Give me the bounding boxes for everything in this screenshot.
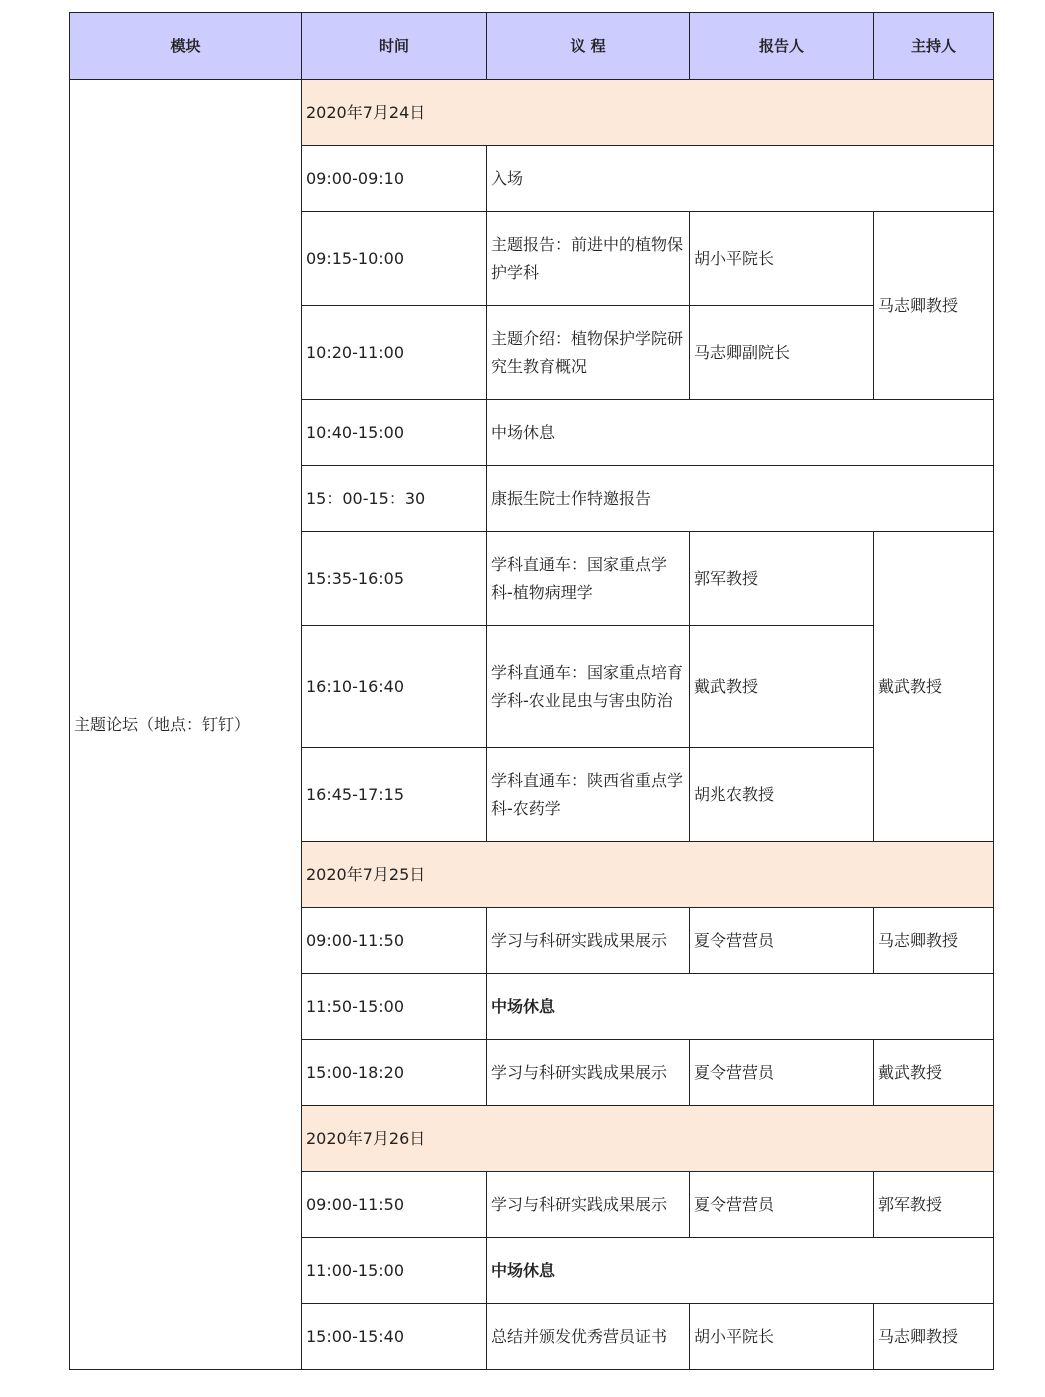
agenda-cell: 中场休息 <box>487 1238 994 1304</box>
host-cell: 戴武教授 <box>874 1040 994 1106</box>
header-host: 主持人 <box>874 13 994 80</box>
reporter-cell: 夏令营营员 <box>690 908 874 974</box>
time-cell: 15:00-18:20 <box>302 1040 487 1106</box>
module-cell: 主题论坛（地点：钉钉） <box>70 80 302 1370</box>
agenda-cell: 主题报告：前进中的植物保护学科 <box>487 212 690 306</box>
agenda-cell: 学习与科研实践成果展示 <box>487 1040 690 1106</box>
date-cell: 2020年7月25日 <box>302 842 994 908</box>
time-cell: 10:20-11:00 <box>302 306 487 400</box>
host-cell: 马志卿教授 <box>874 212 994 400</box>
time-cell: 16:45-17:15 <box>302 748 487 842</box>
header-module: 模块 <box>70 13 302 80</box>
reporter-cell: 胡小平院长 <box>690 212 874 306</box>
agenda-cell: 学科直通车：陕西省重点学科-农药学 <box>487 748 690 842</box>
agenda-cell: 学科直通车：国家重点培育学科-农业昆虫与害虫防治 <box>487 626 690 748</box>
reporter-cell: 胡小平院长 <box>690 1304 874 1370</box>
agenda-cell: 康振生院士作特邀报告 <box>487 466 994 532</box>
host-cell: 马志卿教授 <box>874 1304 994 1370</box>
time-cell: 09:15-10:00 <box>302 212 487 306</box>
time-cell: 15:35-16:05 <box>302 532 487 626</box>
date-cell: 2020年7月24日 <box>302 80 994 146</box>
header-time: 时间 <box>302 13 487 80</box>
time-cell: 16:10-16:40 <box>302 626 487 748</box>
agenda-cell: 学习与科研实践成果展示 <box>487 1172 690 1238</box>
schedule-table <box>69 12 994 1370</box>
agenda-cell: 中场休息 <box>487 974 994 1040</box>
date-cell: 2020年7月26日 <box>302 1106 994 1172</box>
time-cell: 11:50-15:00 <box>302 974 487 1040</box>
agenda-cell: 学科直通车：国家重点学科-植物病理学 <box>487 532 690 626</box>
host-cell: 戴武教授 <box>874 532 994 842</box>
time-cell: 10:40-15:00 <box>302 400 487 466</box>
reporter-cell: 马志卿副院长 <box>690 306 874 400</box>
reporter-cell: 胡兆农教授 <box>690 748 874 842</box>
time-cell: 15:00-15:40 <box>302 1304 487 1370</box>
time-cell: 09:00-09:10 <box>302 146 487 212</box>
agenda-cell: 主题介绍：植物保护学院研究生教育概况 <box>487 306 690 400</box>
time-cell: 09:00-11:50 <box>302 1172 487 1238</box>
agenda-cell: 学习与科研实践成果展示 <box>487 908 690 974</box>
host-cell: 马志卿教授 <box>874 908 994 974</box>
reporter-cell: 夏令营营员 <box>690 1040 874 1106</box>
agenda-cell: 中场休息 <box>487 400 994 466</box>
header-row <box>70 13 994 80</box>
time-cell: 11:00-15:00 <box>302 1238 487 1304</box>
reporter-cell: 戴武教授 <box>690 626 874 748</box>
agenda-cell: 总结并颁发优秀营员证书 <box>487 1304 690 1370</box>
host-cell: 郭军教授 <box>874 1172 994 1238</box>
agenda-cell: 入场 <box>487 146 994 212</box>
time-cell: 15：00-15：30 <box>302 466 487 532</box>
date-row <box>70 80 994 146</box>
header-agenda: 议 程 <box>487 13 690 80</box>
reporter-cell: 郭军教授 <box>690 532 874 626</box>
reporter-cell: 夏令营营员 <box>690 1172 874 1238</box>
header-reporter: 报告人 <box>690 13 874 80</box>
time-cell: 09:00-11:50 <box>302 908 487 974</box>
